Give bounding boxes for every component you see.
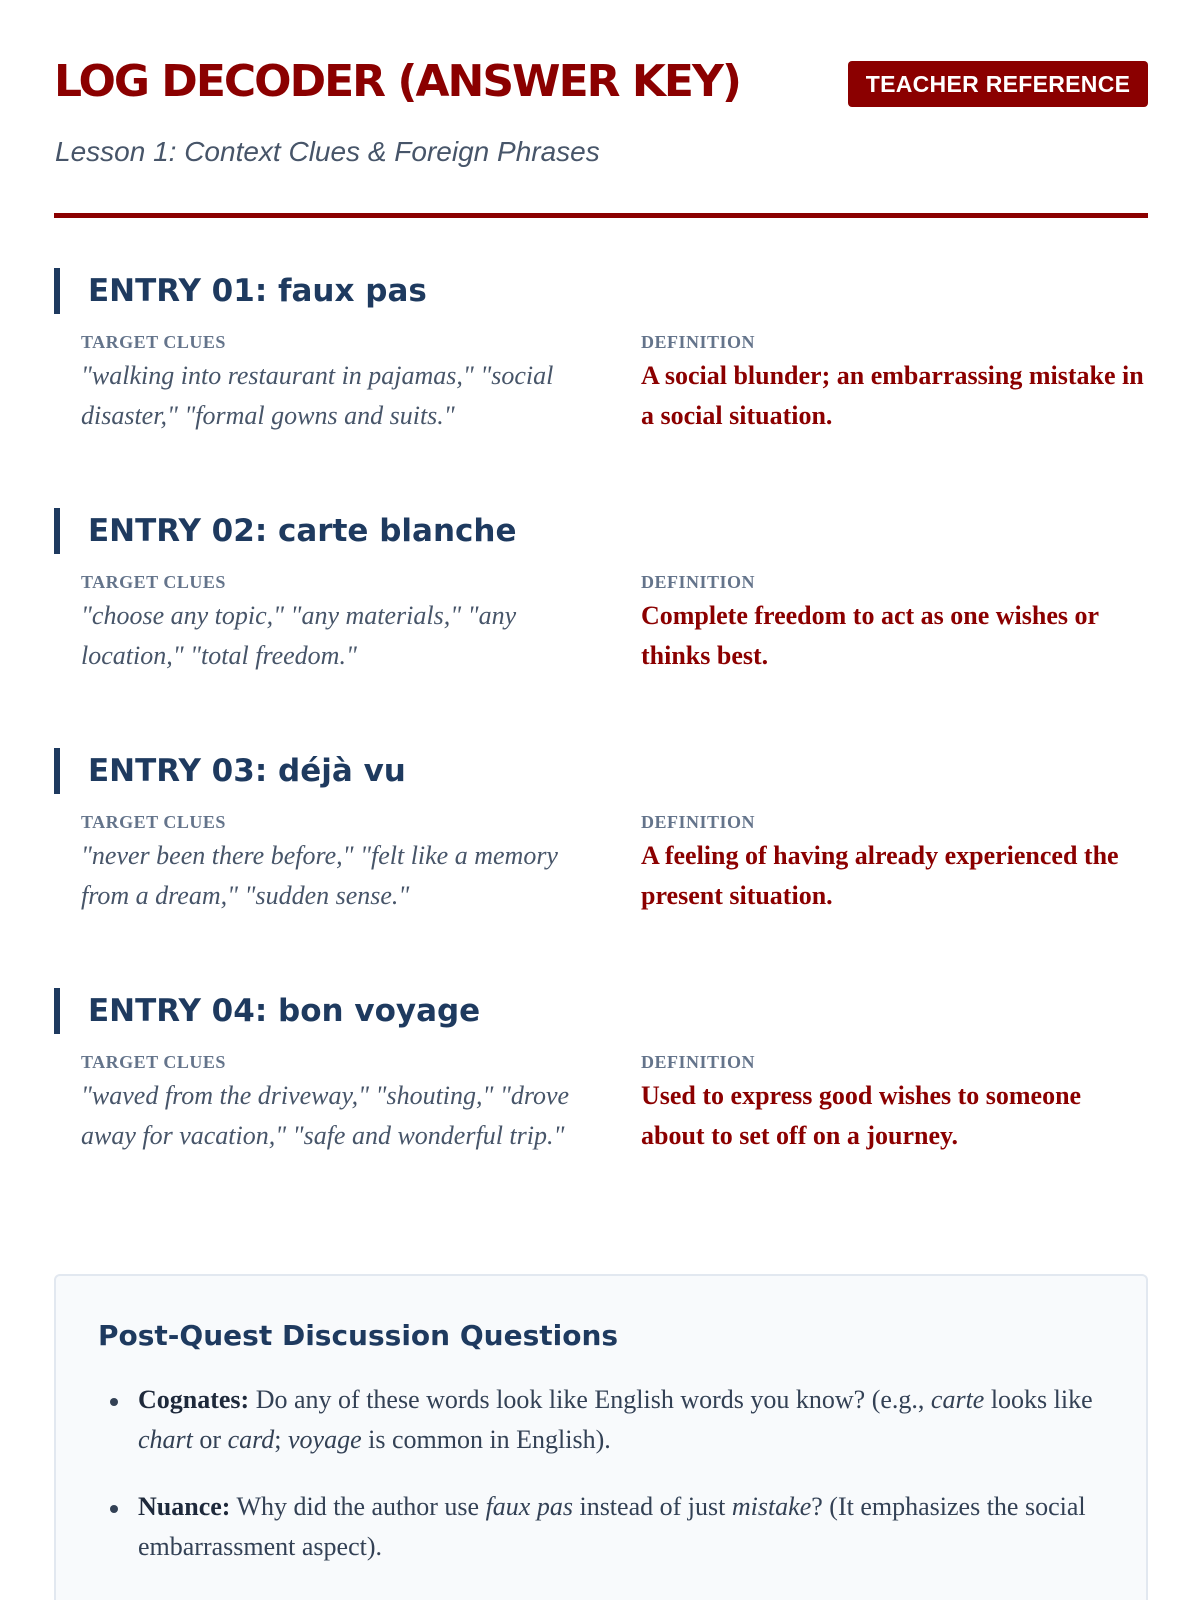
target-clues-label: TARGET CLUES bbox=[81, 332, 226, 352]
entry-title: ENTRY 04: bon voyage bbox=[88, 993, 481, 1029]
discussion-panel bbox=[54, 1274, 1148, 1600]
question-text: looks like bbox=[984, 1385, 1093, 1414]
definition-text: A feeling of having already experienced the present situation. bbox=[641, 841, 1119, 910]
question-text: ; bbox=[274, 1425, 288, 1454]
question-text: Do any of these words look like English words you know? (e.g., bbox=[249, 1385, 931, 1414]
bullet-icon bbox=[110, 1398, 118, 1406]
lesson-subtitle: Lesson 1: Context Clues & Foreign Phrases bbox=[55, 136, 600, 167]
question-text: is common in English). bbox=[361, 1425, 611, 1454]
question-term: carte bbox=[930, 1385, 985, 1414]
target-clues-text: "walking into restaurant in pajamas," "social disaster," "formal gowns and suits." bbox=[81, 361, 554, 430]
page-header bbox=[54, 0, 1148, 222]
discussion-question-nuance bbox=[98, 1487, 1098, 1567]
entry-title: ENTRY 01: faux pas bbox=[88, 273, 427, 309]
definition-label: DEFINITION bbox=[641, 812, 756, 832]
question-text: instead of just bbox=[572, 1492, 732, 1521]
entry-accent-bar bbox=[54, 748, 60, 794]
question-text: ? (It emphasizes the social embarrassment aspect). bbox=[138, 1492, 1086, 1561]
discussion-question-cognates bbox=[98, 1380, 1098, 1460]
definition-label: DEFINITION bbox=[641, 332, 756, 352]
target-clues-label: TARGET CLUES bbox=[81, 572, 226, 592]
entry-accent-bar bbox=[54, 508, 60, 554]
entry-title: ENTRY 03: déjà vu bbox=[88, 753, 406, 789]
entry-accent-bar bbox=[54, 268, 60, 314]
question-term: card bbox=[227, 1425, 275, 1454]
target-clues-text: "choose any topic," "any materials," "any location," "total freedom." bbox=[81, 601, 517, 670]
question-label: Cognates: bbox=[138, 1385, 250, 1414]
question-text: Why did the author use bbox=[230, 1492, 486, 1521]
answer-key-page bbox=[54, 0, 1148, 1561]
question-term: voyage bbox=[288, 1425, 362, 1454]
entry-02 bbox=[54, 508, 1148, 718]
definition-label: DEFINITION bbox=[641, 572, 756, 592]
definition-text: Used to express good wishes to someone about to set off on a journey. bbox=[641, 1081, 1082, 1150]
question-term: faux pas bbox=[485, 1492, 573, 1521]
header-divider bbox=[54, 213, 1148, 218]
discussion-question-list bbox=[98, 1380, 1098, 1594]
question-term: chart bbox=[138, 1425, 193, 1454]
target-clues-label: TARGET CLUES bbox=[81, 1052, 226, 1072]
entry-03 bbox=[54, 748, 1148, 958]
target-clues-text: "never been there before," "felt like a memory from a dream," "sudden sense." bbox=[81, 841, 558, 910]
entry-04 bbox=[54, 988, 1148, 1198]
bullet-icon bbox=[110, 1505, 118, 1513]
question-text: or bbox=[192, 1425, 228, 1454]
definition-text: Complete freedom to act as one wishes or thinks best. bbox=[641, 601, 1099, 670]
page-title: LOG DECODER (ANSWER KEY) bbox=[54, 56, 740, 107]
target-clues-label: TARGET CLUES bbox=[81, 812, 226, 832]
entry-accent-bar bbox=[54, 988, 60, 1034]
teacher-reference-badge: TEACHER REFERENCE bbox=[848, 61, 1148, 107]
definition-text: A social blunder; an embarrassing mistake in a social situation. bbox=[641, 361, 1144, 430]
target-clues-text: "waved from the driveway," "shouting," "drove away for vacation," "safe and wonderful trip." bbox=[81, 1081, 570, 1150]
discussion-title: Post-Quest Discussion Questions bbox=[98, 1319, 619, 1352]
entry-01 bbox=[54, 268, 1148, 478]
question-label: Nuance: bbox=[138, 1492, 231, 1521]
definition-label: DEFINITION bbox=[641, 1052, 756, 1072]
entry-title: ENTRY 02: carte blanche bbox=[88, 513, 517, 549]
question-term: mistake bbox=[731, 1492, 812, 1521]
